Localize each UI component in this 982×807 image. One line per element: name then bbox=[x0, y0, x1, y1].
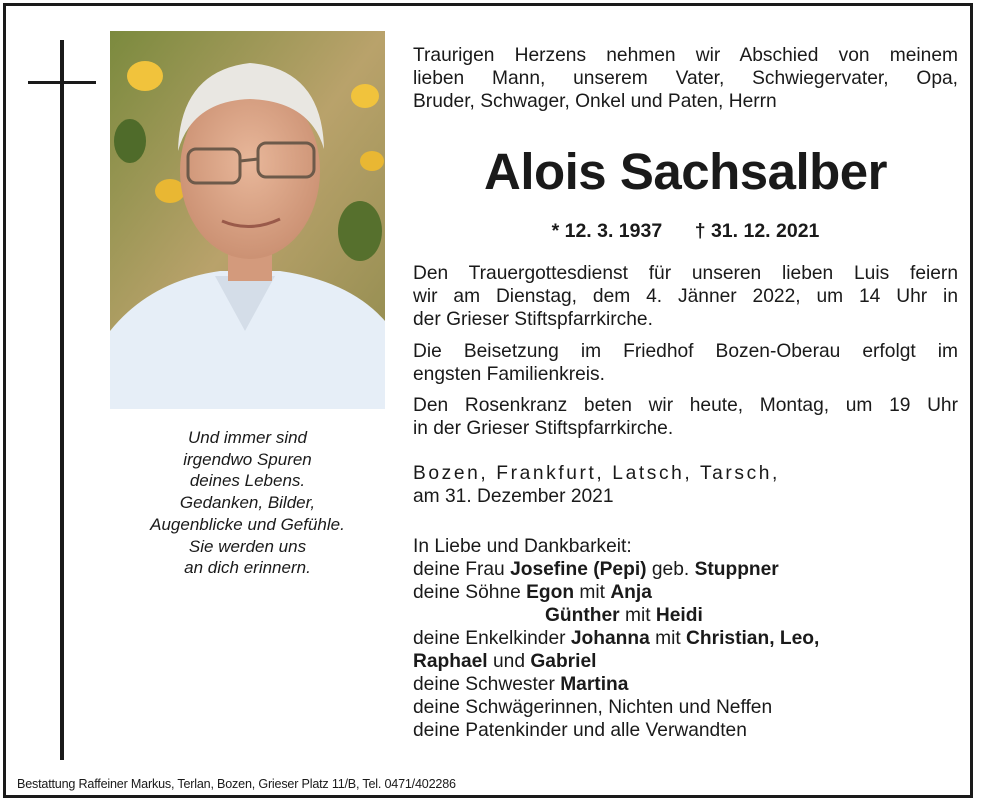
relative-name: Josefine (Pepi) bbox=[510, 559, 647, 580]
relative-name: Martina bbox=[560, 674, 629, 695]
relative-name: Heidi bbox=[655, 605, 703, 626]
relative-name: Gabriel bbox=[530, 651, 597, 672]
connector-text: mit bbox=[574, 582, 611, 603]
intro-paragraph bbox=[413, 44, 958, 113]
connector-text: mit bbox=[619, 605, 656, 626]
memorial-quote bbox=[110, 427, 385, 579]
family-sister bbox=[413, 673, 958, 696]
place-cities: Bozen, Frankfurt, Latsch, Tarsch, bbox=[413, 463, 780, 484]
intro-line: Traurigen Herzens nehmen wir Abschied von meinem bbox=[413, 45, 958, 66]
quote-line: deines Lebens. bbox=[189, 471, 306, 491]
family-son-2 bbox=[413, 604, 958, 627]
service-line: Den Trauergottesdienst für unseren lieben Luis feiern bbox=[413, 263, 958, 284]
intro-line: Bruder, Schwager, Onkel und Paten, Herrn bbox=[413, 91, 777, 112]
quote-line: Gedanken, Bilder, bbox=[179, 493, 316, 513]
rosary-line: in der Grieser Stiftspfarrkirche. bbox=[413, 418, 674, 439]
connector-text: mit bbox=[649, 628, 687, 649]
service-paragraph bbox=[413, 262, 958, 331]
deceased-name: Alois Sachsalber bbox=[483, 143, 887, 200]
quote-line: an dich erinnern. bbox=[184, 558, 311, 578]
portrait-photo bbox=[110, 31, 385, 409]
quote-line: Sie werden uns bbox=[188, 536, 307, 556]
funeral-home-footer: Bestattung Raffeiner Markus, Terlan, Bozen, Grieser Platz 11/B, Tel. 0471/402286 bbox=[17, 777, 456, 791]
relative-name: Günther bbox=[545, 605, 620, 626]
relation-label: deine Söhne bbox=[413, 582, 527, 603]
family-wife bbox=[413, 558, 958, 581]
place-date bbox=[413, 462, 958, 508]
family-godchildren: deine Patenkinder und alle Verwandten bbox=[413, 720, 747, 741]
family-son-1 bbox=[413, 581, 958, 604]
service-line: wir am Dienstag, dem 4. Jänner 2022, um 14 Uhr in bbox=[413, 286, 958, 307]
family-list bbox=[413, 535, 958, 742]
rosary-line: Den Rosenkranz beten wir heute, Montag, um 19 Uhr bbox=[413, 395, 958, 416]
intro-line: lieben Mann, unserem Vater, Schwiegervater, Opa, bbox=[413, 68, 958, 89]
burial-paragraph bbox=[413, 340, 958, 386]
place-date-line: am 31. Dezember 2021 bbox=[413, 486, 614, 507]
family-grandchildren-cont bbox=[413, 650, 958, 673]
relation-label: deine Schwester bbox=[413, 674, 561, 695]
quote-line: irgendwo Spuren bbox=[183, 449, 312, 469]
relative-name: Stuppner bbox=[694, 559, 779, 580]
relative-name: Christian, Leo, bbox=[686, 628, 820, 649]
burial-line: Die Beisetzung im Friedhof Bozen-Oberau erfolgt im bbox=[413, 341, 958, 362]
quote-line: Augenblicke und Gefühle. bbox=[150, 514, 345, 534]
relation-label: deine Enkelkinder bbox=[413, 628, 571, 649]
relation-label: deine Frau bbox=[413, 559, 511, 580]
family-heading: In Liebe und Dankbarkeit: bbox=[413, 536, 632, 557]
relative-name: Johanna bbox=[570, 628, 650, 649]
quote-line: Und immer sind bbox=[187, 428, 308, 447]
burial-line: engsten Familienkreis. bbox=[413, 364, 605, 385]
relative-name: Anja bbox=[610, 582, 652, 603]
birth-date: * 12. 3. 1937 bbox=[551, 220, 663, 242]
relative-name: Raphael bbox=[413, 651, 488, 672]
life-dates bbox=[413, 219, 958, 243]
family-grandchildren bbox=[413, 627, 958, 650]
relative-name: Egon bbox=[526, 582, 575, 603]
cross-icon-bar bbox=[28, 81, 96, 84]
rosary-paragraph bbox=[413, 394, 958, 440]
connector-text: und bbox=[487, 651, 531, 672]
connector-text: geb. bbox=[646, 559, 695, 580]
family-inlaws: deine Schwägerinnen, Nichten und Neffen bbox=[413, 697, 773, 718]
death-date: † 31. 12. 2021 bbox=[694, 220, 820, 242]
service-line: der Grieser Stiftspfarrkirche. bbox=[413, 309, 653, 330]
cross-icon bbox=[60, 40, 64, 760]
